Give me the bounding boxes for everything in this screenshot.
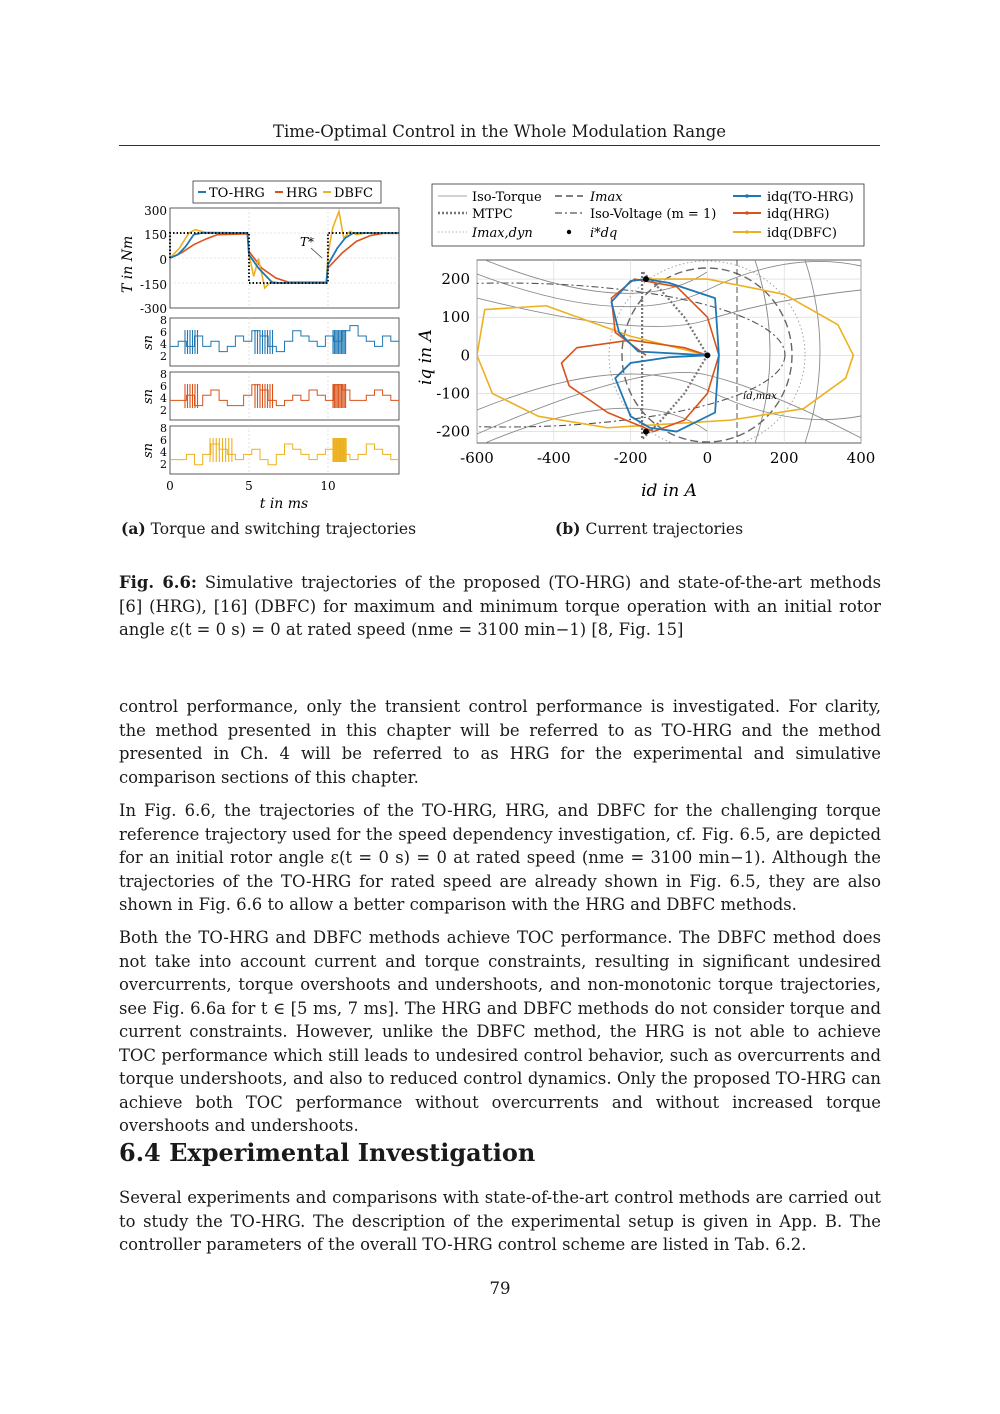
paragraph-4: Several experiments and comparisons with state-of-the-art control methods are carried out to study the TO-HRG. The description of the experimental setup is given in App. B. The controller parameters of the overall TO-HRG control scheme are listed in Tab. 6.2. xyxy=(119,1188,881,1254)
tstar-label: T* xyxy=(300,235,315,249)
legend-iso-voltage: Iso-Voltage (m = 1) xyxy=(590,207,717,222)
id-max-label: id,max xyxy=(743,391,777,402)
paragraph-3: Both the TO-HRG and DBFC methods achieve TOC performance. The DBFC method does not take into account current and torque constraints, resulting in significant undesired overcurrents, torque overshoots and undershoots, and non-monotonic torque trajectories, see Fig. 6.6a for t ∈ [5 ms, 7 ms]. The HRG and DBFC methods do not consider torque and current constraints. However, unlike the DBFC method, the HRG is not able to achieve TOC performance which still leads to undesired control behavior, such as overcurrents and torque undershoots, and also to reduced control dynamics. Only the proposed TO-HRG can achieve both TOC performance without overcurrents and without increased torque overshoots and undershoots. xyxy=(119,928,881,1135)
svg-text:4: 4 xyxy=(160,338,167,351)
svg-text:2: 2 xyxy=(160,350,167,363)
subcaption-b: (b) Current trajectories xyxy=(555,519,744,538)
legend-iso-torque: Iso-Torque xyxy=(472,190,542,205)
switch-panel-dbfc xyxy=(141,422,399,474)
ytick-label: 0 xyxy=(460,346,470,365)
xtick-label: -200 xyxy=(613,449,648,467)
running-header: Time-Optimal Control in the Whole Modulation Range xyxy=(272,122,727,141)
tick-neg300: -300 xyxy=(140,302,167,316)
svg-text:4: 4 xyxy=(160,446,167,459)
tick-300: 300 xyxy=(144,204,167,218)
svg-text:6: 6 xyxy=(160,434,167,447)
section-heading: 6.4 Experimental Investigation xyxy=(119,1138,536,1167)
idq-star-point xyxy=(704,352,710,358)
legend-idq-dbfc: idq(DBFC) xyxy=(767,226,837,241)
svg-text:8: 8 xyxy=(160,422,167,435)
switch-panel-to-hrg xyxy=(141,314,399,366)
ytick-label: -100 xyxy=(436,384,470,403)
xtick-10: 10 xyxy=(320,479,336,493)
sn-ylabel-3: sn xyxy=(141,442,156,458)
svg-text:6: 6 xyxy=(160,326,167,339)
tick-150: 150 xyxy=(144,228,167,242)
svg-text:4: 4 xyxy=(160,392,167,405)
ytick-label: -200 xyxy=(436,422,470,441)
tick-neg150: -150 xyxy=(140,278,167,292)
page-number: 79 xyxy=(489,1279,511,1298)
legend-dbfc: DBFC xyxy=(334,186,373,201)
svg-text:8: 8 xyxy=(160,368,167,381)
tick-0: 0 xyxy=(159,253,167,267)
legend-mtpc: MTPC xyxy=(472,207,513,222)
figure-b xyxy=(416,180,885,505)
svg-text:8: 8 xyxy=(160,314,167,327)
ytick-label: 100 xyxy=(441,308,470,327)
xtick-0: 0 xyxy=(166,479,174,493)
current-plot-area xyxy=(477,260,861,443)
svg-text:6: 6 xyxy=(160,380,167,393)
legend-to-hrg: TO-HRG xyxy=(209,186,265,201)
subcaption-a: (a) Torque and switching trajectories xyxy=(121,519,417,538)
svg-text:2: 2 xyxy=(160,404,167,417)
torque-panel xyxy=(120,204,399,316)
xtick-label: 0 xyxy=(702,449,713,467)
fig-a-xlabel: t in ms xyxy=(259,496,309,512)
legend-idq-to-hrg: idq(TO-HRG) xyxy=(767,190,854,205)
caption-label: Fig. 6.6: xyxy=(119,573,197,592)
legend-idq-hrg: idq(HRG) xyxy=(767,207,830,222)
xtick-5: 5 xyxy=(245,479,253,493)
legend-idq-star: i*dq xyxy=(590,226,618,241)
xtick-label: -400 xyxy=(536,449,571,467)
ytick-label: 200 xyxy=(441,270,470,289)
idq-star-point xyxy=(643,429,649,435)
legend-hrg: HRG xyxy=(286,186,318,201)
iq-ylabel: iq in A xyxy=(416,329,436,385)
sn-ylabel-2: sn xyxy=(141,388,156,404)
xtick-label: 400 xyxy=(846,449,876,467)
figure-a xyxy=(115,178,410,513)
header-rule xyxy=(119,145,880,146)
caption-text: Simulative trajectories of the proposed (TO-HRG) and state-of-the-art methods [6] (HRG), [16] (DBFC) for maximum and minimum torque operation with an initial rotor angle ε(t = 0 s) = 0 at rated speed (nme = 3100 min−1) [8, Fig. 15] xyxy=(119,573,881,639)
sn-ylabel-1: sn xyxy=(141,334,156,350)
svg-text:2: 2 xyxy=(160,458,167,471)
figure-caption xyxy=(119,571,881,642)
idq-star-point xyxy=(643,276,649,282)
paragraph-2: In Fig. 6.6, the trajectories of the TO-HRG, HRG, and DBFC for the challenging torque reference trajectory used for the speed dependency investigation, cf. Fig. 6.5, are depicted for an initial rotor angle ε(t = 0 s) = 0 at rated speed (nme = 3100 min−1). Although the trajectories of the TO-HRG for rated speed are already shown in Fig. 6.5, they are also shown in Fig. 6.6 to allow a better comparison with the HRG and DBFC methods. xyxy=(119,801,881,914)
id-xlabel: id in A xyxy=(641,481,697,501)
switch-panel-hrg xyxy=(141,368,399,420)
xtick-label: -600 xyxy=(460,449,494,467)
xtick-label: 200 xyxy=(769,449,799,467)
legend-imax: Imax xyxy=(590,190,623,205)
legend-imax-dyn: Imax,dyn xyxy=(472,226,533,241)
torque-ylabel: T in Nm xyxy=(120,235,136,293)
paragraph-1: control performance, only the transient control performance is investigated. For clarity, the method presented in this chapter will be referred to as TO-HRG and the method presented in Ch. 4 will be referred to as HRG for the experimental and simulative comparison sections of this chapter. xyxy=(119,697,881,787)
